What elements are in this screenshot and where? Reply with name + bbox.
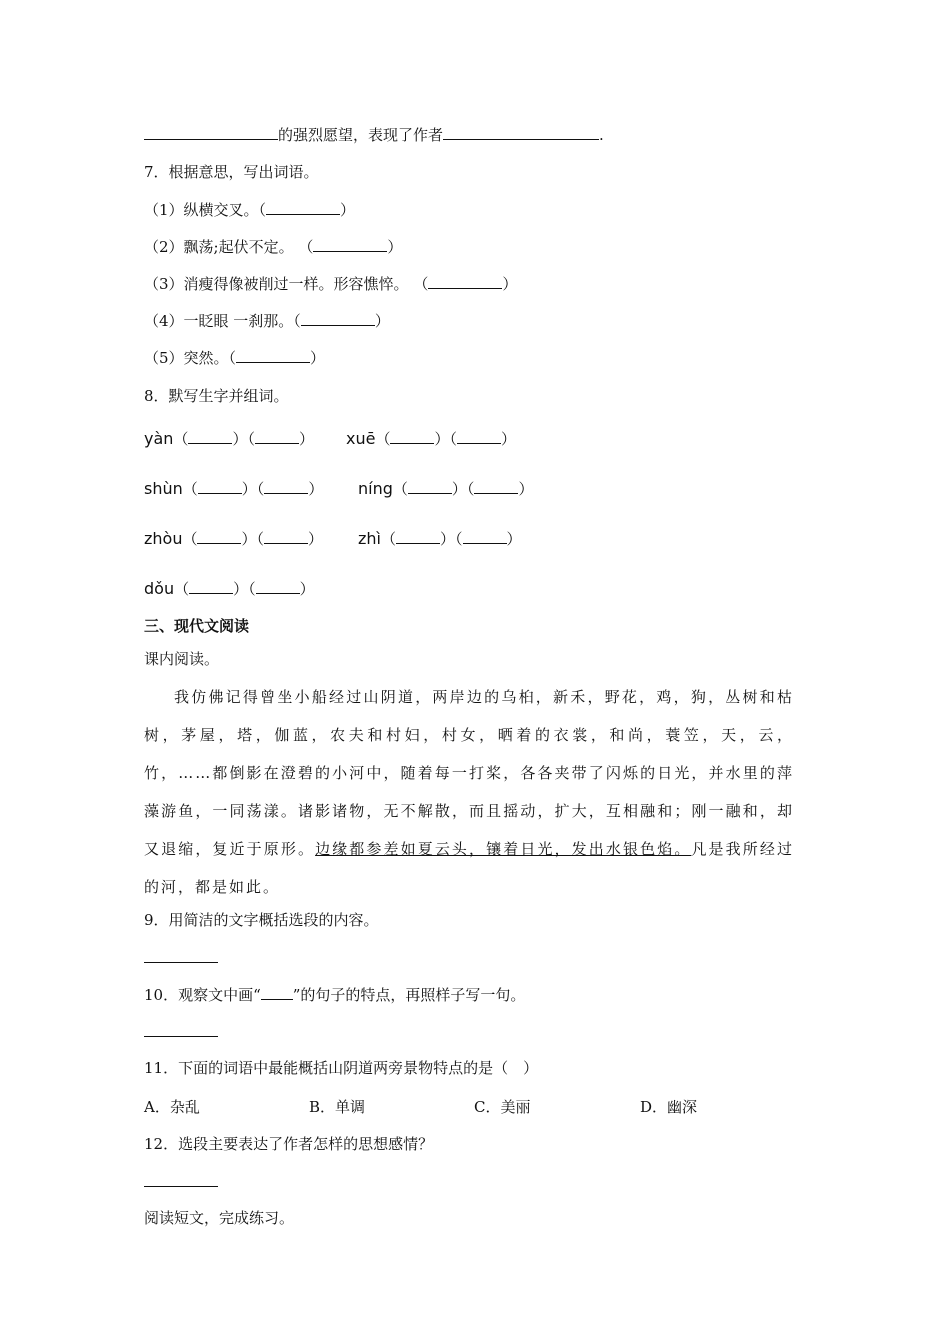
answer-blank[interactable] xyxy=(188,428,232,444)
q7-item: （3）消瘦得像被削过一样。形容憔悴。 （ ） xyxy=(144,275,518,293)
q6-answer-line: 的强烈愿望，表现了作者 . xyxy=(144,124,604,145)
q7-item: （5）突然。（ ） xyxy=(144,349,326,367)
section-subtitle: 课内阅读。 xyxy=(144,650,220,668)
pinyin-row: xuē（ ）（ ） xyxy=(346,429,517,448)
option-b[interactable]: B．单调 xyxy=(309,1098,366,1116)
option-a[interactable]: A．杂乱 xyxy=(144,1098,200,1116)
answer-blank[interactable] xyxy=(144,124,278,140)
q7-item: （4）一眨眼 一刹那。（ ） xyxy=(144,312,390,330)
reading-passage: 我仿佛记得曾坐小船经过山阴道，两岸边的乌桕，新禾，野花，鸡，狗，丛树和枯树，茅屋，塔，伽蓝，农夫和村妇，村女，晒着的衣裳，和尚，蓑笠，天，云，竹，……都倒影在澄碧的小河中，随着每一打桨，各各夹带了闪烁的日光，并水里的萍藻游鱼，一同荡漾。诸影诸物，无不解散，而且摇动，扩大，互相融和；刚一融和，却又退缩，复近于原形。边缘都参差如夏云头，镶着日光，发出水银色焰。凡是我所经过的河，都是如此。 xyxy=(144,688,794,896)
underlined-sentence: 边缘都参差如夏云头，镶着日光，发出水银色焰。 xyxy=(315,840,692,858)
answer-blank[interactable] xyxy=(428,273,502,289)
answer-blank[interactable] xyxy=(313,236,387,252)
pinyin: zhòu xyxy=(144,529,183,548)
pinyin: xuē xyxy=(346,429,376,448)
q9-answer[interactable] xyxy=(144,948,218,968)
pinyin: zhì xyxy=(358,529,381,548)
q10-title: 10．观察文中画“ ”的句子的特点，再照样子写一句。 xyxy=(144,986,526,1004)
pinyin: yàn xyxy=(144,429,174,448)
answer-blank[interactable] xyxy=(457,428,501,444)
q7-item: （2）飘荡;起伏不定。 （ ） xyxy=(144,238,403,256)
q11-title: 11．下面的词语中最能概括山阴道两旁景物特点的是（ ） xyxy=(144,1059,539,1077)
answer-blank[interactable] xyxy=(301,310,375,326)
pinyin-row: níng（ ）（ ） xyxy=(358,479,534,498)
q10-answer[interactable] xyxy=(144,1022,218,1042)
answer-blank[interactable] xyxy=(408,478,452,494)
pinyin-row: zhì（ ）（ ） xyxy=(358,529,522,548)
answer-blank[interactable] xyxy=(198,478,242,494)
answer-blank[interactable] xyxy=(236,347,310,363)
answer-blank[interactable] xyxy=(255,428,299,444)
answer-blank[interactable] xyxy=(189,578,233,594)
pinyin-row: dǒu（ ）（ ） xyxy=(144,579,315,598)
answer-blank[interactable] xyxy=(396,528,440,544)
underline-mark xyxy=(261,984,293,1000)
q9-title: 9．用简洁的文字概括选段的内容。 xyxy=(144,911,379,929)
answer-blank[interactable] xyxy=(264,528,308,544)
section-title: 三、现代文阅读 xyxy=(144,617,250,635)
q12-title: 12．选段主要表达了作者怎样的思想感情？ xyxy=(144,1135,434,1153)
answer-blank[interactable] xyxy=(266,199,340,215)
pinyin-row: yàn（ ）（ ） xyxy=(144,429,314,448)
answer-blank[interactable] xyxy=(256,578,300,594)
answer-blank[interactable] xyxy=(463,528,507,544)
option-c[interactable]: C．美丽 xyxy=(474,1098,531,1116)
answer-blank[interactable] xyxy=(264,478,308,494)
pinyin-row: zhòu（ ）（ ） xyxy=(144,529,324,548)
pinyin: shùn xyxy=(144,479,183,498)
option-d[interactable]: D．幽深 xyxy=(640,1098,698,1116)
answer-blank[interactable] xyxy=(197,528,241,544)
q8-title: 8．默写生字并组词。 xyxy=(144,387,289,405)
reading-instruction: 阅读短文，完成练习。 xyxy=(144,1209,295,1227)
pinyin: dǒu xyxy=(144,579,175,598)
q7-item: （1）纵横交叉。（ ） xyxy=(144,201,356,219)
q7-title: 7．根据意思，写出词语。 xyxy=(144,163,319,181)
answer-blank[interactable] xyxy=(443,124,599,140)
answer-blank[interactable] xyxy=(474,478,518,494)
pinyin: níng xyxy=(358,479,393,498)
answer-blank[interactable] xyxy=(390,428,434,444)
q12-answer[interactable] xyxy=(144,1172,218,1192)
pinyin-row: shùn（ ）（ ） xyxy=(144,479,324,498)
